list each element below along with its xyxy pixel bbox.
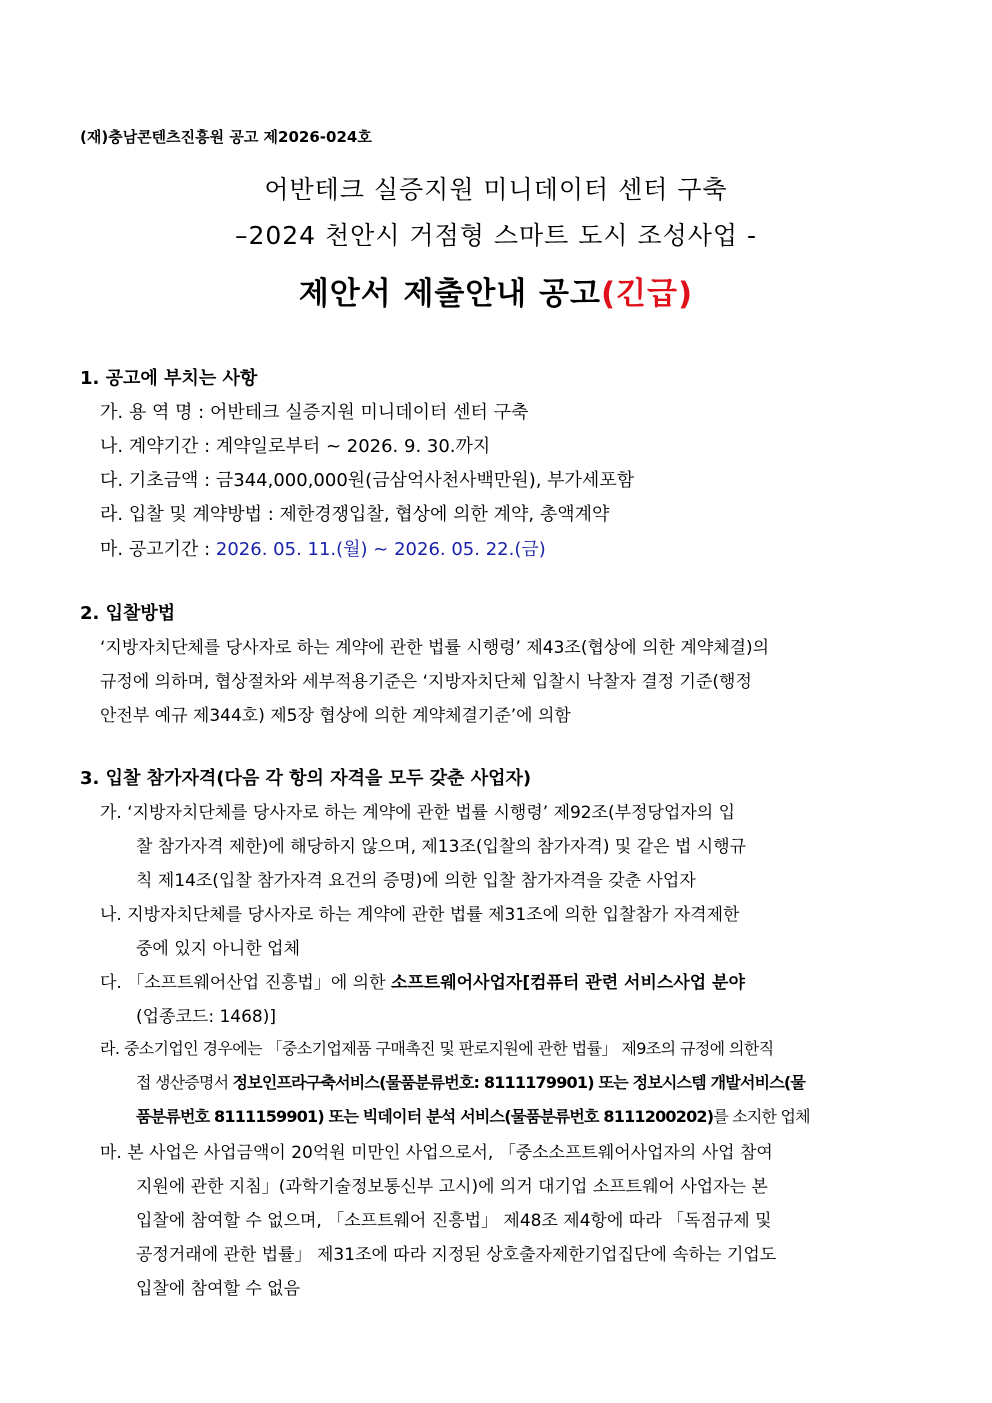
- section-3-heading: 3. 입찰 참가자격(다음 각 항의 자격을 모두 갖춘 사업자): [80, 768, 532, 789]
- section-3-ra-line-3: [136, 1104, 810, 1127]
- section-3-ma-line-4: 공정거래에 관한 법률」 제31조에 따라 지정된 상호출자제한기업집단에 속하는 기업도: [136, 1245, 777, 1265]
- section-1-item-da: 다. 기초금액 : 금344,000,000원(금삼억사천사백만원), 부가세포함: [100, 470, 635, 491]
- software-business-text: 소프트웨어사업자[컴퓨터 관련 서비스사업 분야: [390, 973, 745, 993]
- section-2-line-2: 규정에 의하며, 협상절차와 세부적용기준은 ‘지방자치단체 입찰시 낙찰자 결정 기준(행정: [100, 672, 752, 692]
- section-1-item-na: 나. 계약기간 : 계약일로부터 ~ 2026. 9. 30.까지: [100, 436, 491, 457]
- section-1-heading: 1. 공고에 부치는 사항: [80, 368, 258, 389]
- main-title-text: 제안서 제출안내 공고: [298, 276, 601, 312]
- software-act-text: 다. 「소프트웨어산업 진흥법」에 의한: [100, 973, 391, 993]
- section-3-ra-line-2: [136, 1070, 805, 1093]
- section-3-ma-line-1: 마. 본 사업은 사업금액이 20억원 미만인 사업으로서, 「중소소프트웨어사업자의 사업 참여: [100, 1143, 773, 1163]
- section-1-item-ra: 라. 입찰 및 계약방법 : 제한경쟁입찰, 협상에 의한 계약, 총액계약: [100, 504, 610, 525]
- section-3-da-line-2: (업종코드: 1468)]: [136, 1007, 276, 1027]
- section-3-ga-line-1: 가. ‘지방자치단체를 당사자로 하는 계약에 관한 법률 시행령’ 제92조(부정당업자의 입: [100, 803, 736, 823]
- section-1-item-ma: [100, 535, 546, 561]
- section-1-item-ga: 가. 용 역 명 : 어반테크 실증지원 미니데이터 센터 구축: [100, 402, 529, 423]
- title-line-1: 어반테크 실증지원 미니데이터 센터 구축: [264, 175, 728, 204]
- section-3-ma-line-3: 입찰에 참여할 수 없으며, 「소프트웨어 진흥법」 제48조 제4항에 따라 「독점규제 및: [136, 1211, 772, 1231]
- notice-period-label: 마. 공고기간 :: [100, 539, 216, 560]
- section-3-ga-line-2: 찰 참가자격 제한)에 해당하지 않으며, 제13조(입찰의 참가자격) 및 같은 법 시행규: [136, 837, 747, 857]
- section-3-ma-line-5: 입찰에 참여할 수 없음: [136, 1279, 301, 1299]
- direct-production-text: 접 생산증명서: [136, 1073, 233, 1092]
- section-3-ra-line-1: 라. 중소기업인 경우에는 「중소기업제품 구매촉진 및 판로지원에 관한 법률」 제9조의 규정에 의한직: [100, 1039, 774, 1058]
- service-category-text-2: 품분류번호 8111159901) 또는 빅데이터 분석 서비스(물품분류번호 8111200202): [136, 1107, 714, 1126]
- main-title: [0, 268, 992, 313]
- notice-number: (재)충남콘텐츠진흥원 공고 제2026-024호: [80, 128, 372, 146]
- section-2-line-3: 안전부 예규 제344호) 제5장 협상에 의한 계약체결기준’에 의함: [100, 706, 571, 726]
- section-2-line-1: ‘지방자치단체를 당사자로 하는 계약에 관한 법률 시행령’ 제43조(협상에 의한 계약체결)의: [100, 638, 770, 658]
- section-3-na-line-1: 나. 지방자치단체를 당사자로 하는 계약에 관한 법률 제31조에 의한 입찰참가 자격제한: [100, 905, 740, 925]
- urgent-label: (긴급): [600, 276, 694, 312]
- service-category-text: 정보인프라구축서비스(물품분류번호: 8111179901) 또는 정보시스템 개발서비스(물: [232, 1073, 806, 1092]
- section-3-na-line-2: 중에 있지 아니한 업체: [136, 939, 301, 959]
- section-3-da-line-1: [100, 968, 745, 993]
- notice-period-value: 2026. 05. 11.(월) ~ 2026. 05. 22.(금): [215, 539, 546, 560]
- section-3-ma-line-2: 지원에 관한 지침」(과학기술정보통신부 고시)에 의거 대기업 소프트웨어 사업자는 본: [136, 1177, 768, 1197]
- holding-company-text: 를 소지한 업체: [713, 1107, 810, 1126]
- section-3-ga-line-3: 칙 제14조(입찰 참가자격 요건의 증명)에 의한 입찰 참가자격을 갖춘 사업자: [136, 871, 696, 891]
- title-line-2: –2024 천안시 거점형 스마트 도시 조성사업 -: [234, 221, 758, 250]
- section-2-heading: 2. 입찰방법: [80, 603, 176, 624]
